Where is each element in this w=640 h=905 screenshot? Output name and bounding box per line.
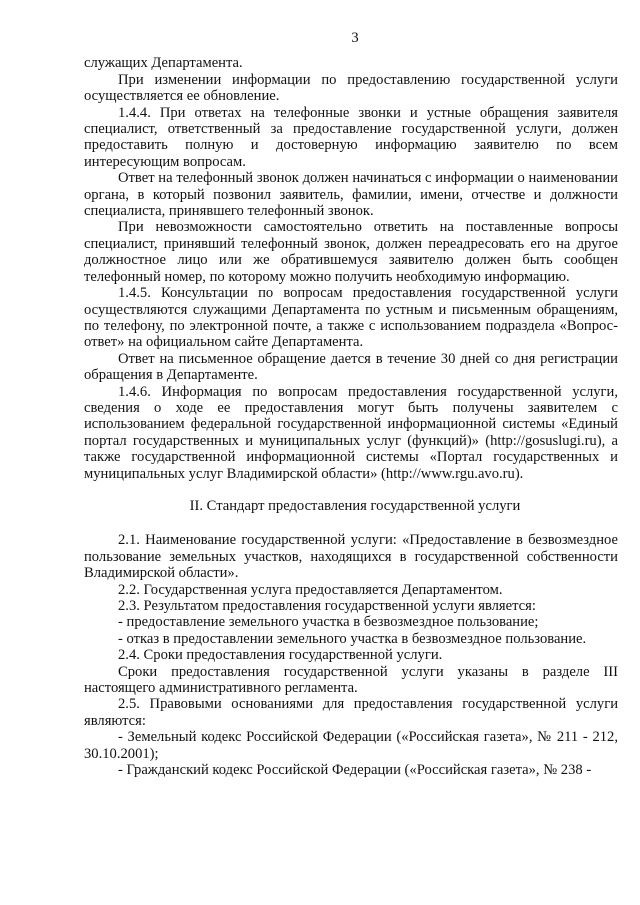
list-item: - Гражданский кодекс Российской Федерации («Российская газета», № 238 - (118, 762, 592, 779)
paragraph: Ответ на телефонный звонок должен начинаться с информации о наименовании органа, в который позвонил заявитель, фамилии, имени, отчестве и должности специалиста, принявшего телефонный звонок. (84, 170, 618, 220)
paragraph: При изменении информации по предоставлению государственной услуги осуществляется ее обновление. (84, 71, 618, 105)
paragraph: Ответ на письменное обращение дается в течение 30 дней со дня регистрации обращения в Департаменте. (84, 350, 618, 384)
list-item: - Земельный кодекс Российской Федерации («Российская газета», № 211 - 212, 30.10.2001); (84, 729, 618, 762)
paragraph-2-1: 2.1. Наименование государственной услуги: «Предоставление в безвозмездное пользование земельных участков, находящихся в государственной собственности Владимирской области». (84, 532, 618, 582)
paragraph-2-4: 2.4. Сроки предоставления государственной услуги. (118, 647, 443, 664)
paragraph-1-4-6: 1.4.6. Информация по вопросам предоставления государственной услуги, сведения о ходе ее предоставления могут быть получены заявителем с использованием федеральной государственной информационной системы «Единый портал государственных и муниципальных услуг (функций)» (http://gosuslugi.ru), а также государственной информационной системы «Портал государственных и муниципальных услуг Владимирской области» (http://www.rgu.avo.ru). (84, 383, 618, 482)
paragraph-2-3: 2.3. Результатом предоставления государственной услуги является: (118, 598, 536, 614)
paragraph: Сроки предоставления государственной услуги указаны в разделе III настоящего административного регламента. (84, 663, 618, 697)
paragraph-2-2: 2.2. Государственная услуга предоставляется Департаментом. (118, 581, 503, 598)
page-number: 3 (351, 30, 359, 46)
list-item: - предоставление земельного участка в безвозмездное пользование; (118, 614, 539, 631)
section-heading: II. Стандарт предоставления государственной услуги (189, 497, 521, 514)
paragraph-2-5: 2.5. Правовыми основаниями для предоставления государственной услуги являются: (84, 696, 618, 729)
paragraph: При невозможности самостоятельно ответить на поставленные вопросы специалист, принявший телефонный звонок, должен переадресовать его на другое должностное лицо или же обратившемуся заявителю должен быть сообщен телефонный номер, по которому можно получить необходимую информацию. (84, 219, 618, 285)
paragraph-1-4-5: 1.4.5. Консультации по вопросам предоставления государственной услуги осуществляются служащими Департамента по устным и письменным обращениям, по телефону, по электронной почте, а также с использованием подраздела «Вопрос-ответ» на официальном сайте Департамента. (84, 285, 618, 351)
paragraph-1-4-4: 1.4.4. При ответах на телефонные звонки и устные обращения заявителя специалист, ответственный за предоставление государственной услуги, должен предоставить полную и достоверную информацию заявителю по всем интересующим вопросам. (84, 104, 618, 170)
list-item: - отказ в предоставлении земельного участка в безвозмездное пользование. (118, 630, 587, 647)
paragraph: служащих Департамента. (84, 55, 243, 72)
